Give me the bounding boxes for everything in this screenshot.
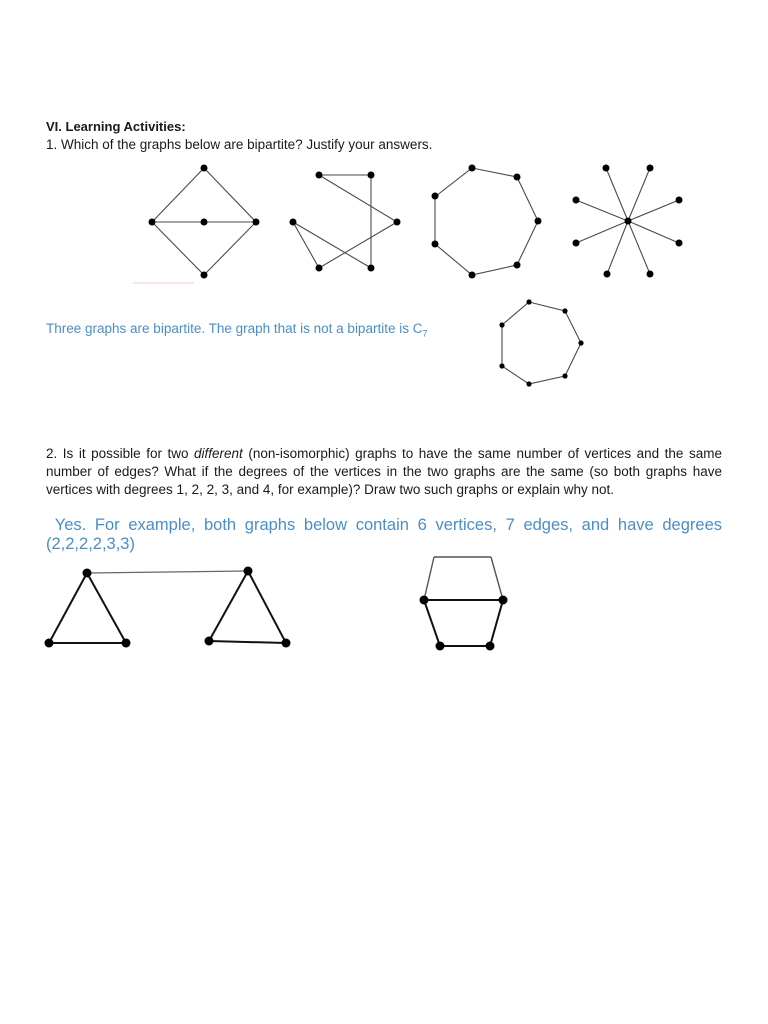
graph-star bbox=[573, 165, 683, 278]
graph-two-triangles bbox=[45, 567, 291, 648]
graph-heptagon bbox=[499, 299, 583, 386]
graph-octagon bbox=[432, 165, 542, 279]
question-2-text-end: (non-isomorphic) graphs to have the same number of vertices and the same number of edges? What if the degrees of the vertices in the two graphs are the same (so both graphs have vertices with degrees 1, 2, 2, 3, and 4, for example)? Draw two such graphs or explain why not. bbox=[46, 446, 722, 497]
question-2-text-start: 2. Is it possible for two bbox=[46, 446, 195, 461]
question-1-text: 1. Which of the graphs below are bipartite? Justify your answers. bbox=[46, 137, 433, 152]
question-2-italic-word: different bbox=[194, 446, 243, 461]
graph-hexagon-chord bbox=[420, 557, 508, 651]
answer-1-subscript: 7 bbox=[422, 328, 428, 339]
graph-diamond bbox=[133, 165, 260, 284]
graph-crossed bbox=[290, 172, 401, 272]
section-heading: VI. Learning Activities: bbox=[46, 119, 186, 134]
answer-2-text: Yes. For example, both graphs below contain 6 vertices, 7 edges, and have degrees (2,2,2,2,3,3) bbox=[46, 516, 722, 553]
answer-1-text: Three graphs are bipartite. The graph that is not a bipartite is C bbox=[46, 321, 423, 336]
